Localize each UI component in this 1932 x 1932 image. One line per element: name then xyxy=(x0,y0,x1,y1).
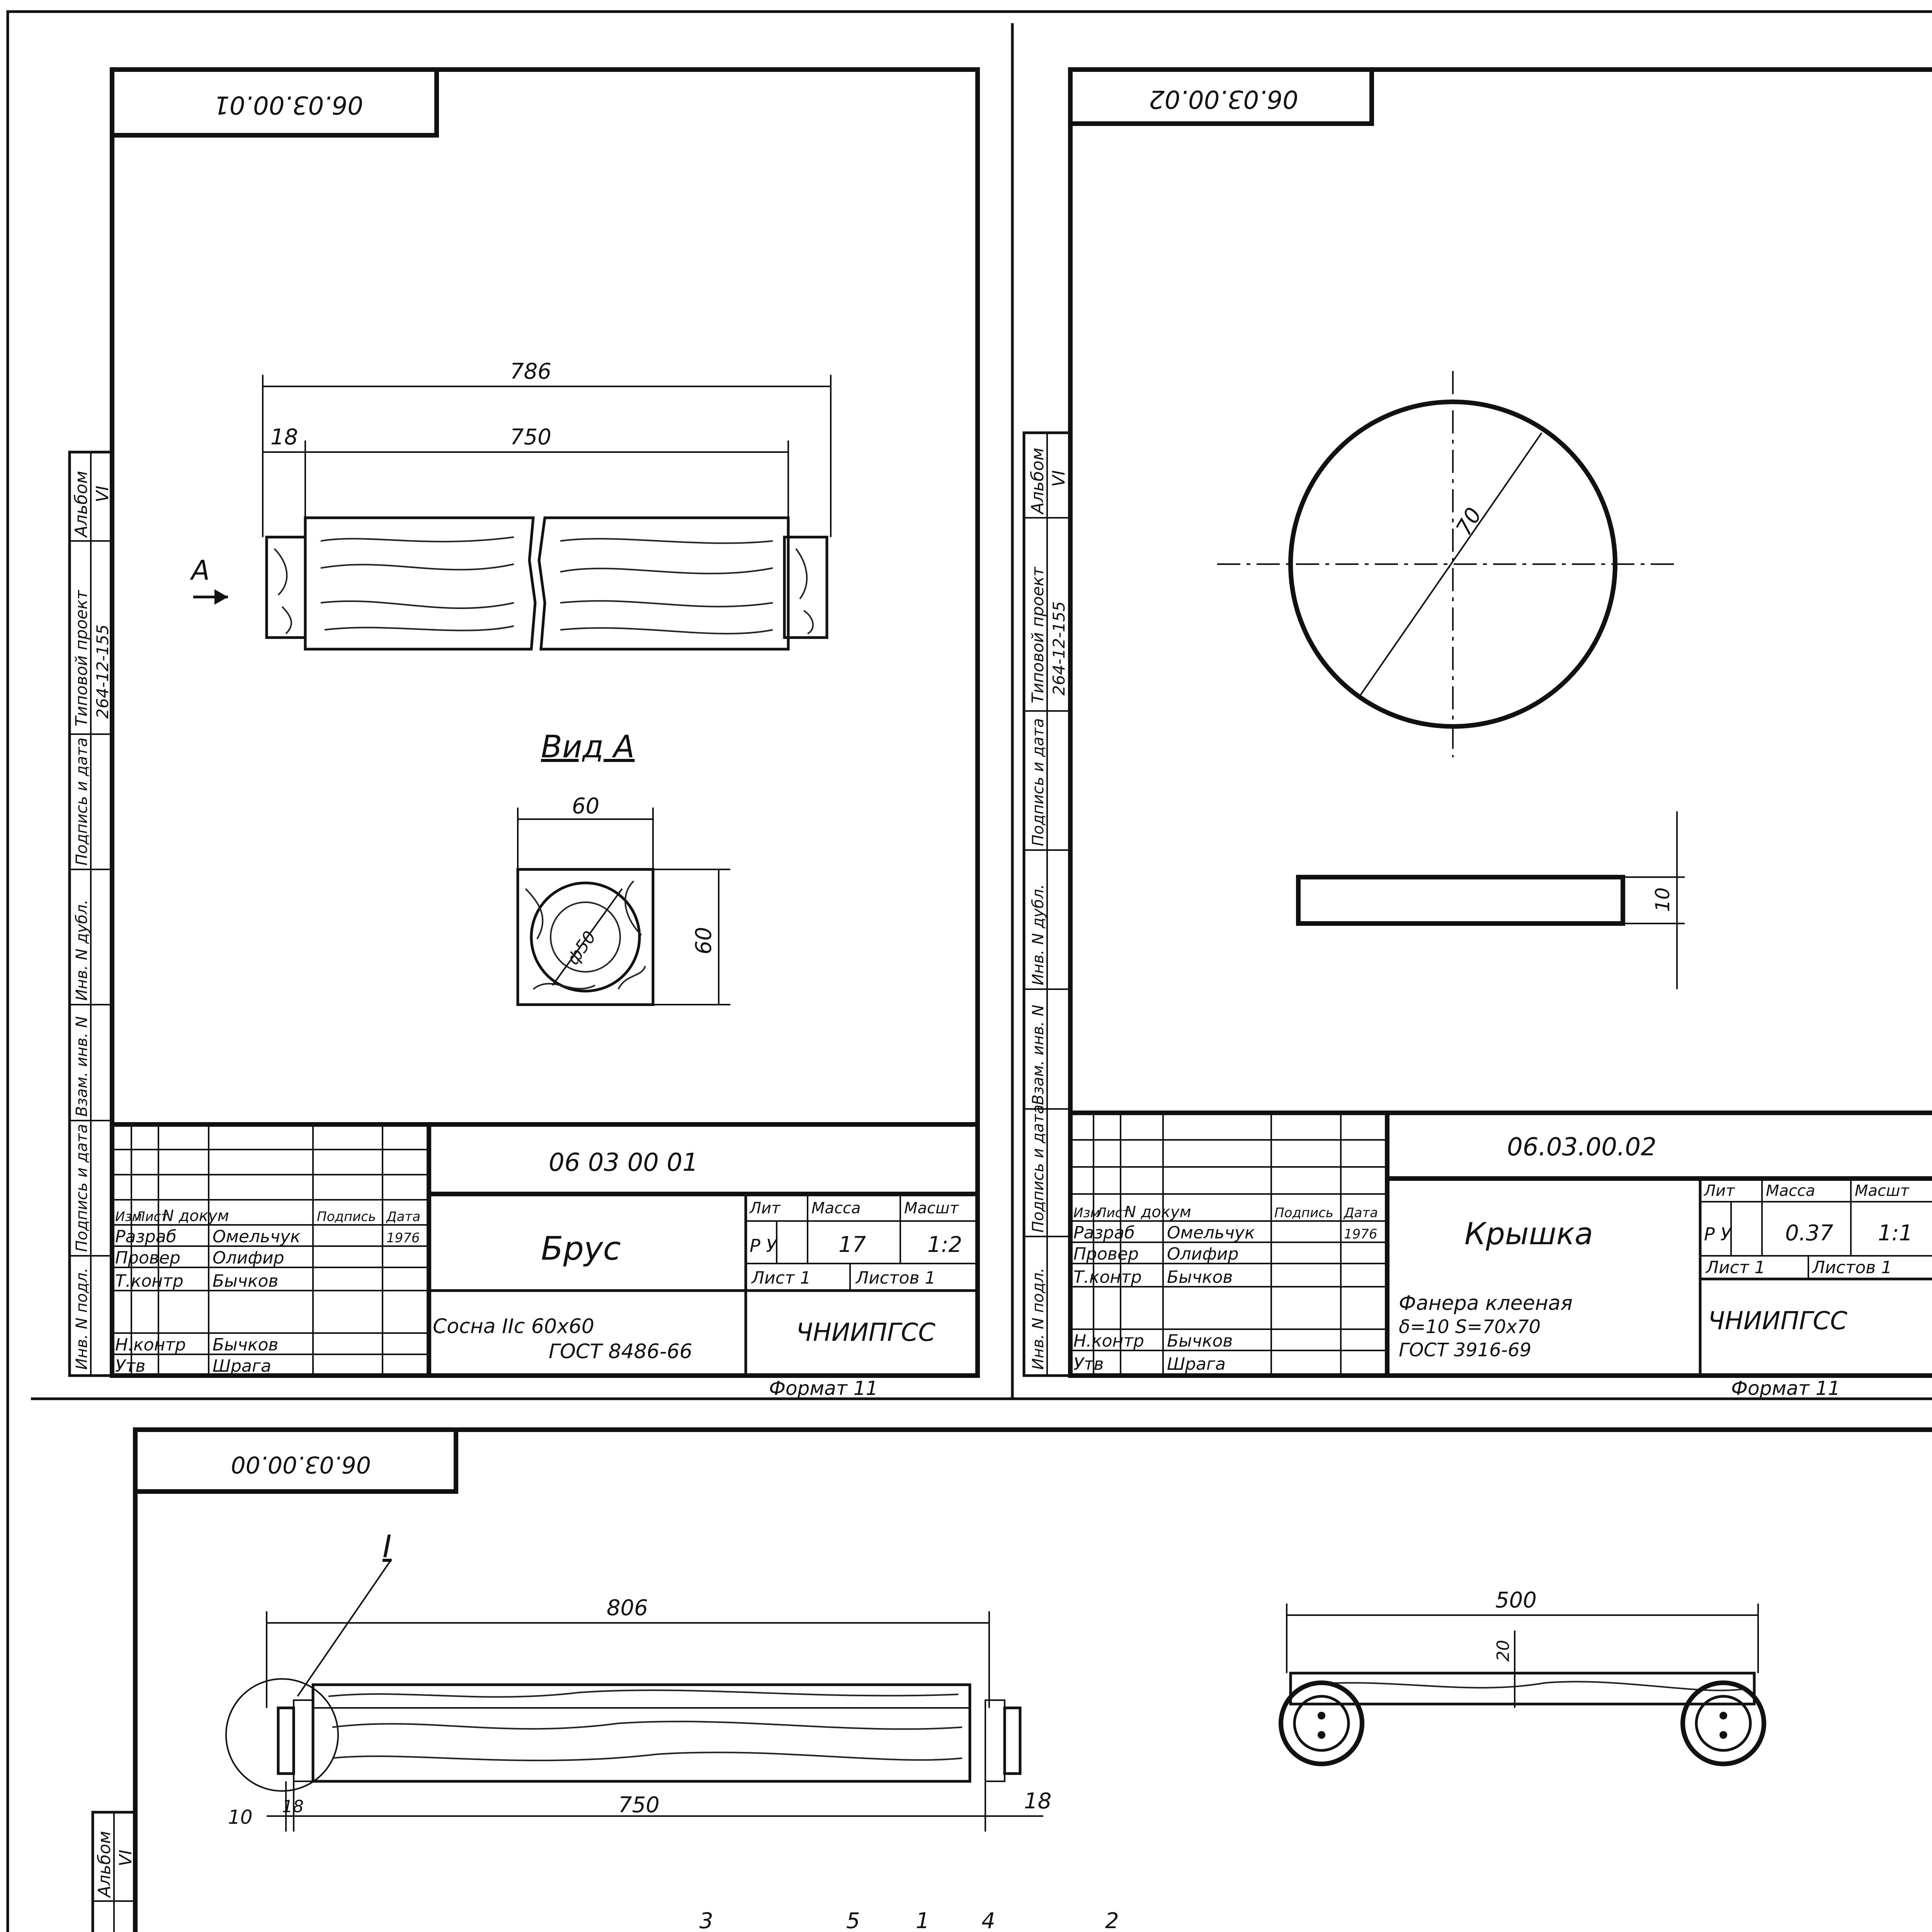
sheet3-plan-view xyxy=(216,1908,1119,1932)
sheet-kryshka xyxy=(1024,70,1932,1400)
sheet3-callout-1: 5 xyxy=(846,1908,860,1932)
sheet1-dim-view-h: 60 xyxy=(691,927,716,954)
sheet1-doc-number: 06 03 00 01 xyxy=(549,1148,698,1177)
sheet3-dim-total: 806 xyxy=(607,1595,648,1621)
sheet3-callout-2: 1 xyxy=(916,1908,930,1932)
sheet2-strip-label-1: Инв. N дубл. xyxy=(1029,884,1047,985)
sheet2-side-view xyxy=(1298,811,1685,989)
sheet2-role-0: Разраб xyxy=(1073,1223,1135,1243)
sheet1-side-strip xyxy=(70,452,112,1376)
sheet1-hdr-izm: Изм xyxy=(115,1209,142,1225)
sheet2-strip-album-no: VI xyxy=(1049,470,1069,487)
sheet1-strip-label-3: Подпись и дата xyxy=(73,1124,91,1252)
sheet2-material-2: δ=10 S=70х70 xyxy=(1399,1316,1541,1338)
sheet2-material-3: ГОСТ 3916-69 xyxy=(1399,1339,1532,1361)
sheet2-name-2: Бычков xyxy=(1167,1267,1233,1287)
sheet1-strip-label-1: Инв. N дубл. xyxy=(73,900,91,1001)
sheet2-year: 1976 xyxy=(1344,1226,1378,1242)
sheet2-strip-label-4: Инв. N подл. xyxy=(1029,1267,1047,1370)
sheet1-hdr-mass: Масса xyxy=(811,1199,861,1217)
sheet3-end-view xyxy=(1281,1588,1764,1764)
sheet1-title: Брус xyxy=(541,1230,621,1267)
sheet1-strip-label-0: Подпись и дата xyxy=(73,737,91,866)
sheet1-title-block xyxy=(112,1124,978,1400)
sheet1-year: 1976 xyxy=(386,1230,420,1246)
sheet2-role-4: Утв xyxy=(1073,1354,1104,1374)
sheet2-strip-label-3: Подпись и дата xyxy=(1029,1104,1047,1233)
sheet2-corner-code: 06.03.00.02 xyxy=(1149,85,1298,113)
sheet2-title: Крышка xyxy=(1464,1217,1593,1252)
sheet1-org: ЧНИИПГСС xyxy=(796,1318,935,1347)
sheet2-plate xyxy=(1298,877,1623,923)
sheet3-corner-code: 06.03.00.00 xyxy=(231,1451,371,1478)
sheet2-name-1: Олифир xyxy=(1167,1244,1239,1264)
sheet1-name-4: Шрага xyxy=(213,1356,272,1376)
sheet1-material-1: Сосна IIс 60х60 xyxy=(433,1315,595,1338)
sheet3-dim-top-thick: 20 xyxy=(1493,1640,1513,1662)
sheet1-frame xyxy=(112,70,978,1376)
sheet3-frame xyxy=(135,1430,1932,1932)
sheet1-sheets: Листов 1 xyxy=(856,1268,936,1288)
sheet2-hdr-scale: Масшт xyxy=(1855,1182,1909,1200)
sheet1-role-1: Провер xyxy=(115,1248,180,1268)
sheet1-name-1: Олифир xyxy=(213,1248,284,1268)
sheet1-hdr-sign: Подпись xyxy=(317,1209,376,1225)
sheet-telezhka xyxy=(93,1430,1932,1932)
sheet1-dim-total: 786 xyxy=(510,359,551,384)
sheet1-arrow-label: А xyxy=(191,554,210,586)
sheet2-sheet: Лист 1 xyxy=(1706,1258,1765,1277)
sheet1-scale: 1:2 xyxy=(927,1232,963,1257)
sheet3-dim-top-width: 500 xyxy=(1495,1588,1537,1613)
sheet2-disc-view xyxy=(1217,371,1677,757)
sheet1-bar-end-left xyxy=(267,537,305,638)
sheet2-sheets: Листов 1 xyxy=(1812,1258,1892,1277)
sheet1-role-2: Т.контр xyxy=(115,1271,184,1291)
sheet3-callout-0: 3 xyxy=(699,1908,713,1932)
sheet1-view-label: Вид А xyxy=(541,729,635,765)
sheet1-strip-project: Типовой проект xyxy=(72,590,91,726)
sheet2-dim-dia: 70 xyxy=(1451,503,1487,540)
sheet2-dim-thick: 10 xyxy=(1651,887,1674,912)
sheet2-doc-number: 06.03.00.02 xyxy=(1507,1133,1656,1162)
sheet2-name-4: Шрага xyxy=(1167,1354,1226,1374)
sheet2-strip-project: Типовой проект xyxy=(1028,567,1047,703)
sheet1-role-4: Утв xyxy=(115,1356,146,1376)
sheet2-role-3: Н.контр xyxy=(1073,1331,1144,1351)
sheet2-strip-code: 264-12-155 xyxy=(1049,601,1068,696)
sheet1-name-0: Омельчук xyxy=(213,1227,301,1247)
sheet1-strip-label-4: Инв. N подл. xyxy=(73,1267,91,1370)
sheet1-name-2: Бычков xyxy=(213,1271,279,1291)
sheet1-strip-label-2: Взам. инв. N xyxy=(73,1016,91,1117)
sheet2-org: ЧНИИПГСС xyxy=(1708,1307,1847,1335)
sheet1-role-0: Разраб xyxy=(115,1227,177,1247)
sheet2-name-0: Омельчук xyxy=(1167,1223,1255,1243)
sheet3-strip-album-no: VI xyxy=(116,1849,136,1866)
sheet2-side-strip xyxy=(1024,433,1070,1376)
sheet1-lit: Р У xyxy=(750,1235,777,1256)
sheet1-bar-view xyxy=(190,359,831,649)
sheet1-material-2: ГОСТ 8486-66 xyxy=(549,1340,692,1363)
sheet2-lit: Р У xyxy=(1704,1224,1731,1245)
sheet2-hdr-lit: Лит xyxy=(1704,1182,1735,1200)
sheet2-name-3: Бычков xyxy=(1167,1331,1233,1351)
sheet2-hdr-sign: Подпись xyxy=(1274,1205,1333,1221)
sheet1-dim-view-dia: ф50 xyxy=(563,927,600,969)
sheet1-format: Формат 11 xyxy=(769,1377,878,1400)
sheet3-detail-label: I xyxy=(383,1529,392,1565)
sheet2-format: Формат 11 xyxy=(1731,1377,1840,1400)
sheet2-strip-label-2: Взам. инв. N xyxy=(1029,1005,1047,1105)
sheet1-dim-left: 18 xyxy=(270,425,298,450)
sheet2-role-2: Т.контр xyxy=(1073,1267,1142,1287)
sheet1-bar-right-half xyxy=(539,518,788,649)
sheet1-hdr-scale: Масшт xyxy=(904,1199,959,1217)
sheet1-mass: 17 xyxy=(838,1232,866,1257)
sheet1-strip-album: Альбом xyxy=(71,471,91,537)
sheet2-hdr-date: Дата xyxy=(1344,1205,1378,1221)
sheet1-hdr-lit: Лит xyxy=(750,1199,781,1217)
sheet1-corner-code: 06.03.00.01 xyxy=(214,90,363,119)
sheet2-material-1: Фанера клееная xyxy=(1399,1292,1573,1315)
sheet2-strip-label-0: Подпись и дата xyxy=(1029,718,1047,846)
sheet2-title-block xyxy=(1070,1113,1932,1400)
sheet3-side-view xyxy=(226,1529,1051,1832)
sheet1-role-3: Н.контр xyxy=(115,1335,186,1355)
sheet2-hdr-mass: Масса xyxy=(1766,1182,1815,1200)
sheet2-mass: 0.37 xyxy=(1785,1221,1833,1246)
sheet3-top-panel xyxy=(313,1685,970,1781)
sheet1-sheet: Лист 1 xyxy=(752,1268,811,1288)
sheet3-strip-album: Альбом xyxy=(95,1831,114,1897)
sheet3-callout-4: 2 xyxy=(1105,1908,1119,1932)
sheet2-hdr-list: Лист xyxy=(1097,1205,1130,1221)
sheet1-hdr-date: Дата xyxy=(386,1209,421,1225)
sheet1-view-a xyxy=(518,729,730,1005)
sheet3-callout-3: 4 xyxy=(981,1908,995,1932)
sheet3-dim-left-b: 18 xyxy=(282,1797,304,1816)
sheet2-hdr-doc: N докум xyxy=(1124,1203,1191,1221)
sheet1-strip-album-no: VI xyxy=(93,485,112,502)
sheet1-hdr-doc: N докум xyxy=(162,1207,229,1225)
sheet3-dim-inner: 750 xyxy=(618,1793,660,1818)
sheet2-strip-album: Альбом xyxy=(1028,447,1048,514)
sheet1-dim-view-w: 60 xyxy=(572,794,600,819)
sheet1-dim-inner: 750 xyxy=(510,425,551,450)
sheet-brus xyxy=(70,70,978,1400)
sheet2-scale: 1:1 xyxy=(1878,1221,1913,1246)
sheet2-hdr-izm: Изм xyxy=(1073,1205,1100,1221)
sheet1-strip-code: 264-12-155 xyxy=(93,624,112,719)
sheet1-name-3: Бычков xyxy=(213,1335,279,1355)
sheet2-role-1: Провер xyxy=(1073,1244,1139,1264)
sheet1-hdr-list: Лист xyxy=(135,1209,169,1225)
sheet3-dim-right: 18 xyxy=(1024,1789,1052,1814)
page-border xyxy=(8,12,1932,1932)
sheet3-side-strip xyxy=(93,1812,190,1932)
sheet3-dim-left-a: 10 xyxy=(228,1806,253,1828)
